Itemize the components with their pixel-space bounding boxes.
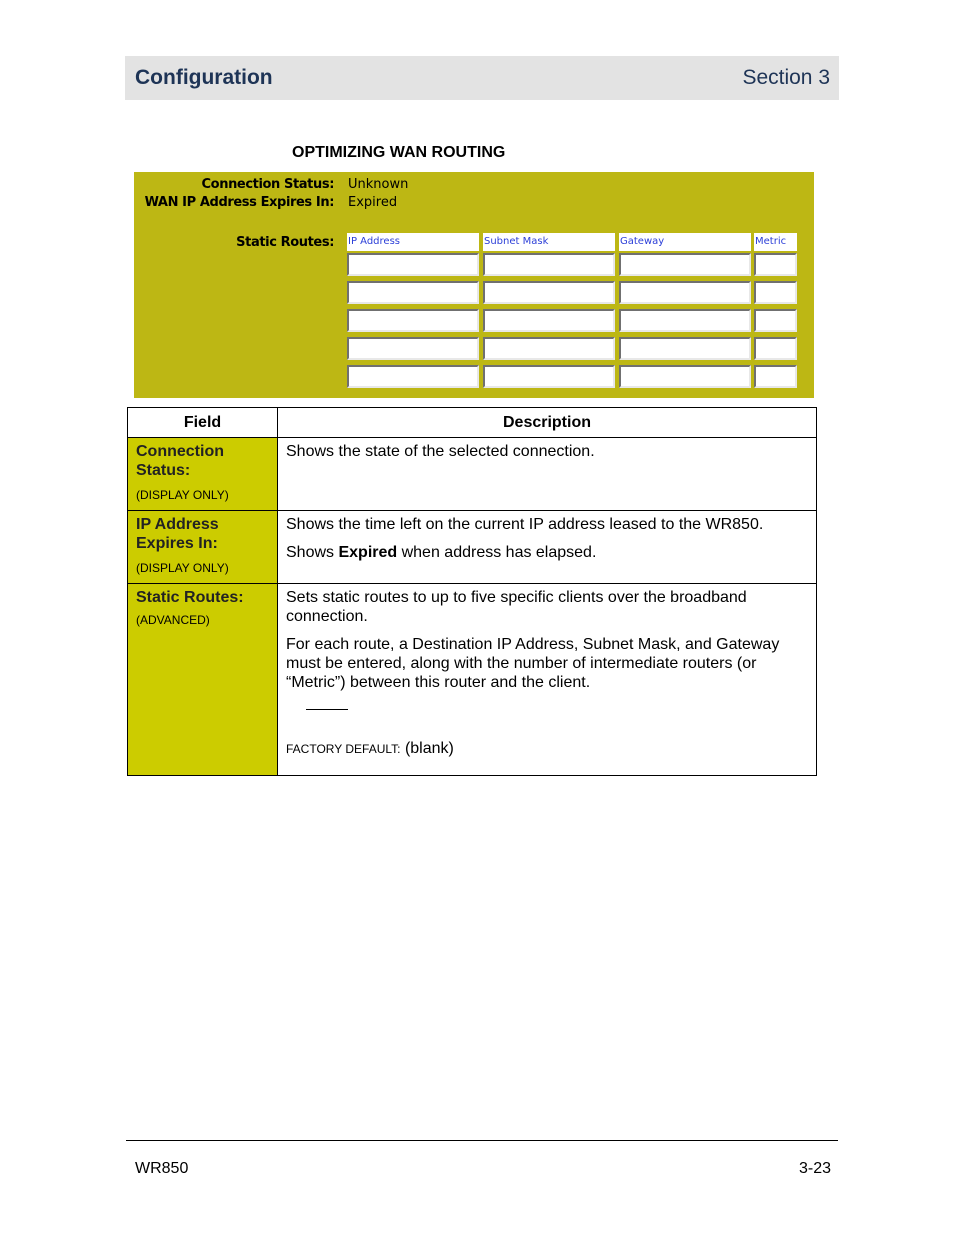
route-3-gateway-input[interactable]	[619, 309, 751, 332]
section-title: OPTIMIZING WAN ROUTING	[292, 144, 506, 161]
route-1-gateway-input[interactable]	[619, 253, 751, 276]
chapter-title: Configuration	[135, 66, 273, 89]
text-run: when address has elapsed.	[397, 544, 597, 561]
route-1-ip-input[interactable]	[347, 253, 479, 276]
field-cell	[128, 584, 278, 776]
description-header: Description	[278, 408, 817, 438]
connection-status-label: Connection Status:	[201, 177, 334, 192]
description-text: For each route, a Destination IP Address, Subnet Mask, and Gateway must be entered, along with the number of intermediate routers (or “Metric”) between this router and the client.	[286, 636, 780, 691]
description-text	[286, 543, 808, 562]
description-text: Shows the state of the selected connection.	[286, 443, 595, 460]
table-row	[128, 438, 817, 511]
route-3-metric-input[interactable]	[754, 309, 797, 332]
footer-divider	[126, 1140, 838, 1141]
field-cell	[128, 511, 278, 584]
footer-page-number: 3-23	[798, 1160, 831, 1177]
route-5-gateway-input[interactable]	[619, 365, 751, 388]
field-tag: (ADVANCED)	[136, 613, 210, 627]
route-2-metric-input[interactable]	[754, 281, 797, 304]
route-4-mask-input[interactable]	[483, 337, 615, 360]
field-cell	[128, 438, 278, 511]
route-4-gateway-input[interactable]	[619, 337, 751, 360]
wan-routing-panel	[134, 172, 814, 398]
table-header-row	[128, 408, 817, 438]
table-row	[128, 584, 817, 776]
field-tag: (DISPLAY ONLY)	[136, 488, 229, 502]
wan-expires-label: WAN IP Address Expires In:	[144, 195, 334, 210]
route-2-mask-input[interactable]	[483, 281, 615, 304]
route-5-ip-input[interactable]	[347, 365, 479, 388]
default-value: (blank)	[404, 740, 454, 757]
field-header: Field	[128, 408, 278, 438]
col-gateway: Gateway	[619, 233, 751, 251]
description-text: Sets static routes to up to five specific clients over the broadband connection.	[286, 589, 747, 625]
footer-product: WR850	[135, 1160, 189, 1177]
field-name: Connection Status:	[136, 443, 224, 479]
route-3-mask-input[interactable]	[483, 309, 615, 332]
description-text: Shows the time left on the current IP address leased to the WR850.	[286, 516, 764, 533]
col-metric: Metric	[754, 233, 797, 251]
route-2-ip-input[interactable]	[347, 281, 479, 304]
description-cell	[278, 511, 817, 584]
col-ip-address: IP Address	[347, 233, 479, 251]
route-2-gateway-input[interactable]	[619, 281, 751, 304]
route-4-metric-input[interactable]	[754, 337, 797, 360]
wan-expires-value: Expired	[348, 195, 398, 210]
divider	[306, 709, 348, 710]
field-tag: (DISPLAY ONLY)	[136, 561, 229, 575]
static-routes-label: Static Routes:	[236, 235, 334, 250]
field-name: Static Routes:	[136, 589, 244, 606]
field-description-table	[127, 407, 817, 776]
route-5-mask-input[interactable]	[483, 365, 615, 388]
route-3-ip-input[interactable]	[347, 309, 479, 332]
route-1-metric-input[interactable]	[754, 253, 797, 276]
route-5-metric-input[interactable]	[754, 365, 797, 388]
page-header	[125, 56, 839, 100]
route-4-ip-input[interactable]	[347, 337, 479, 360]
emphasis-text: Expired	[338, 544, 398, 561]
description-cell	[278, 438, 817, 511]
section-number: Section 3	[742, 66, 830, 89]
col-subnet-mask: Subnet Mask	[483, 233, 615, 251]
route-1-mask-input[interactable]	[483, 253, 615, 276]
table-row	[128, 511, 817, 584]
factory-default	[286, 740, 808, 758]
field-name: IP Address Expires In:	[136, 516, 219, 552]
default-label: FACTORY DEFAULT:	[286, 742, 401, 756]
connection-status-value: Unknown	[348, 177, 409, 192]
text-run: Shows	[286, 544, 339, 561]
description-cell	[278, 584, 817, 776]
